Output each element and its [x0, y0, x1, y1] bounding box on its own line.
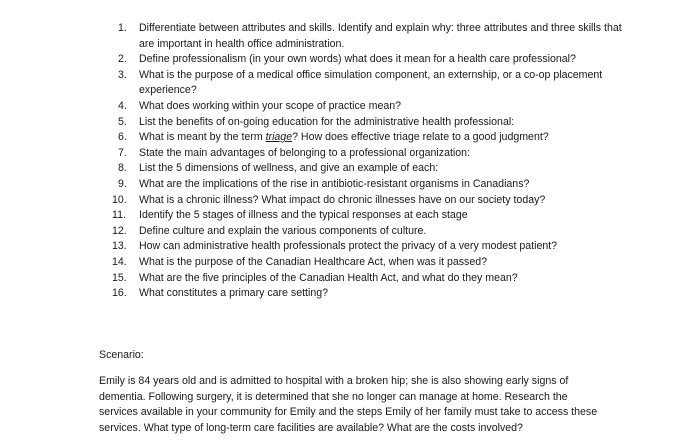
- question-text: What is the purpose of a medical office simulation component, an externship, or a co-op placement experience?: [139, 68, 603, 97]
- question-text: Define culture and explain the various components of culture.: [139, 224, 427, 237]
- question-number: 9.: [118, 177, 127, 190]
- question-text-after: ? How does effective triage relate to a good judgment?: [292, 131, 549, 144]
- question-item: [112, 224, 638, 240]
- question-text: What are the implications of the rise in antibiotic-resistant organisms in Canadians?: [139, 177, 530, 190]
- question-item: [118, 68, 638, 99]
- question-number: 5.: [118, 115, 127, 128]
- question-number: 15.: [112, 271, 127, 284]
- scenario-heading: Scenario:: [99, 349, 144, 361]
- question-item: [112, 271, 638, 287]
- question-text: How can administrative health professionals protect the privacy of a very modest patient?: [139, 240, 558, 253]
- question-text: Differentiate between attributes and skills. Identify and explain why: three attributes and three skills that are important in health office administration.: [139, 22, 622, 50]
- question-number: 14.: [112, 255, 127, 268]
- question-item: [118, 161, 638, 177]
- question-number: 4.: [118, 99, 127, 112]
- question-text: [139, 130, 638, 146]
- question-text: What is a chronic illness? What impact do chronic illnesses have on our society today?: [139, 193, 546, 206]
- question-item: [118, 146, 638, 162]
- scenario-body: Emily is 84 years old and is admitted to hospital with a broken hip; she is also showing early signs of dementia. Following surgery, it is determined that she no longer can manage at home. Research the services available in your community for Emily and the steps Emily of her family must take to access these services. What type of long-term care facilities are available? What are the costs involved?: [99, 375, 598, 434]
- question-number: 6.: [118, 131, 127, 144]
- question-text: Define professionalism (in your own words) what does it mean for a health care professional?: [139, 53, 576, 66]
- question-item: [112, 255, 638, 271]
- question-number: 11.: [112, 209, 126, 222]
- question-text-before: What is meant by the term: [139, 131, 266, 144]
- question-item: [118, 21, 638, 52]
- question-item: [118, 130, 638, 146]
- question-text: What is the purpose of the Canadian Healthcare Act, when was it passed?: [139, 255, 488, 268]
- question-number: 16.: [112, 287, 127, 300]
- question-number: 12.: [112, 224, 127, 237]
- question-list: [112, 21, 638, 302]
- question-number: 7.: [118, 146, 127, 159]
- question-text: State the main advantages of belonging to a professional organization:: [139, 146, 470, 159]
- question-item: [112, 239, 638, 255]
- triage-term: triage: [265, 131, 293, 144]
- question-item: [118, 115, 638, 131]
- question-item: [118, 99, 638, 115]
- question-text: What constitutes a primary care setting?: [139, 287, 329, 300]
- question-number: 13.: [112, 240, 127, 253]
- question-text: What are the five principles of the Canadian Health Act, and what do they mean?: [139, 271, 518, 284]
- question-item: [112, 208, 638, 224]
- question-text: List the benefits of on-going education for the administrative health professional:: [139, 115, 515, 128]
- question-item: [112, 193, 638, 209]
- question-item: [112, 286, 638, 302]
- question-number: 10.: [112, 193, 127, 206]
- question-item: [118, 52, 638, 68]
- question-text: Identify the 5 stages of illness and the typical responses at each stage: [139, 209, 468, 222]
- question-number: 3.: [118, 68, 127, 81]
- question-number: 1.: [118, 22, 127, 34]
- question-text: What does working within your scope of practice mean?: [139, 99, 402, 112]
- question-number: 2.: [118, 53, 127, 66]
- question-item: [118, 177, 638, 193]
- question-number: 8.: [118, 162, 127, 175]
- question-text: List the 5 dimensions of wellness, and give an example of each:: [139, 162, 439, 175]
